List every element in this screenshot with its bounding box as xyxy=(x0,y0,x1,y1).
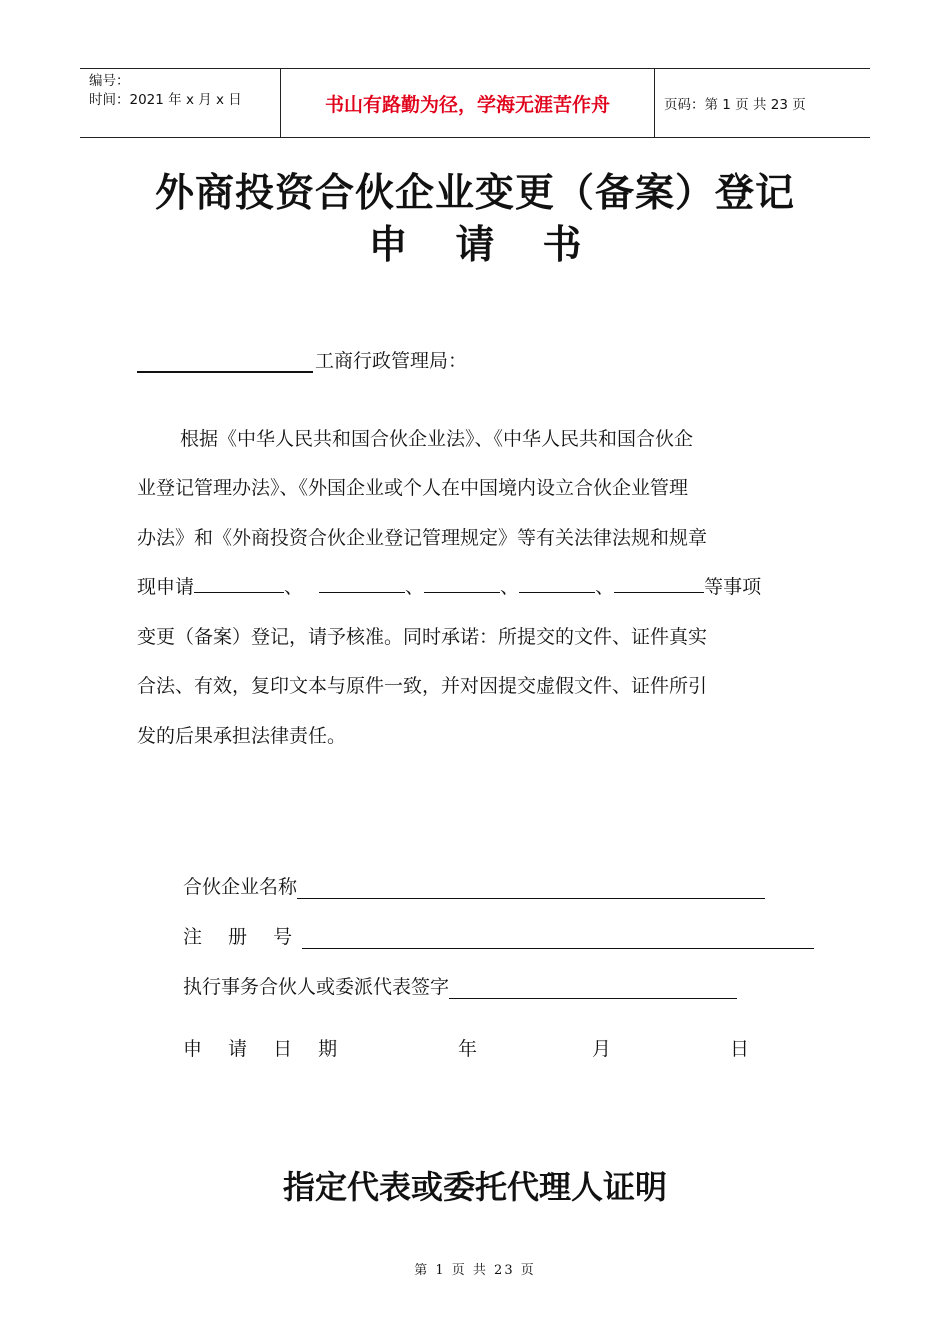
separator: 、 xyxy=(284,576,304,598)
separator: 、 xyxy=(500,576,520,598)
body-line: 业登记管理办法》、《外国企业或个人在中国境内设立合伙企业管理 xyxy=(137,477,689,499)
header-motto: 书山有路勤为径，学海无涯苦作舟 xyxy=(280,69,655,137)
section-title: 指定代表或委托代理人证明 xyxy=(282,1168,667,1206)
application-date-row xyxy=(183,1034,749,1061)
document-title: 外商投资合伙企业变更（备案）登记 xyxy=(154,170,795,216)
body-line: 办法》和《外商投资合伙企业登记管理规定》等有关法律法规和规章 xyxy=(137,527,708,549)
company-name-field[interactable] xyxy=(297,878,765,899)
body-line: 变更（备案）登记，请予核准。同时承诺：所提交的文件、证件真实 xyxy=(137,626,708,648)
title-char: 请 xyxy=(455,222,495,268)
apply-prefix: 现申请 xyxy=(137,576,195,598)
page-header xyxy=(80,68,870,138)
document-number-label: 编号： xyxy=(89,73,130,89)
body-line: 根据《中华人民共和国合伙企业法》、《中华人民共和国合伙企 xyxy=(180,428,694,450)
change-item-blank[interactable] xyxy=(424,573,500,593)
addressee-line xyxy=(137,346,467,373)
document-title-line2 xyxy=(0,214,950,270)
day-label: 日 xyxy=(730,1038,750,1060)
page-footer: 第 1 页 共 23 页 xyxy=(414,1263,536,1278)
signature-label: 执行事务合伙人或委派代表签字 xyxy=(183,976,450,998)
company-name-row xyxy=(183,872,765,899)
month-label: 月 xyxy=(592,1038,612,1060)
year-label: 年 xyxy=(458,1038,478,1060)
company-name-label: 合伙企业名称 xyxy=(183,876,298,898)
separator: 、 xyxy=(595,576,615,598)
registration-number-label: 注 册 号 xyxy=(183,926,303,948)
title-char: 书 xyxy=(542,222,582,268)
change-item-blank[interactable] xyxy=(519,573,595,593)
body-line-items xyxy=(137,572,761,599)
signature-field[interactable] xyxy=(449,978,737,999)
application-date-label: 申 请 日 期 xyxy=(183,1038,348,1060)
change-item-blank[interactable] xyxy=(614,573,704,593)
body-line: 发的后果承担法律责任。 xyxy=(137,725,347,747)
header-page-code: 页码：第 1 页 共 23 页 xyxy=(664,97,806,113)
signature-row xyxy=(183,972,737,999)
document-date-label: 时间：2021 年 x 月 x 日 xyxy=(89,92,242,108)
registration-number-row xyxy=(183,922,814,949)
separator: 、 xyxy=(405,576,425,598)
change-item-blank[interactable] xyxy=(319,573,405,593)
bureau-name-blank[interactable] xyxy=(137,347,313,373)
body-line: 合法、有效，复印文本与原件一致，并对因提交虚假文件、证件所引 xyxy=(137,675,708,697)
addressee-suffix: 工商行政管理局： xyxy=(315,350,468,372)
change-item-blank[interactable] xyxy=(194,573,284,593)
header-meta xyxy=(80,69,280,137)
apply-suffix: 等事项 xyxy=(704,576,762,598)
registration-number-field[interactable] xyxy=(302,928,814,949)
title-char: 申 xyxy=(368,222,408,268)
